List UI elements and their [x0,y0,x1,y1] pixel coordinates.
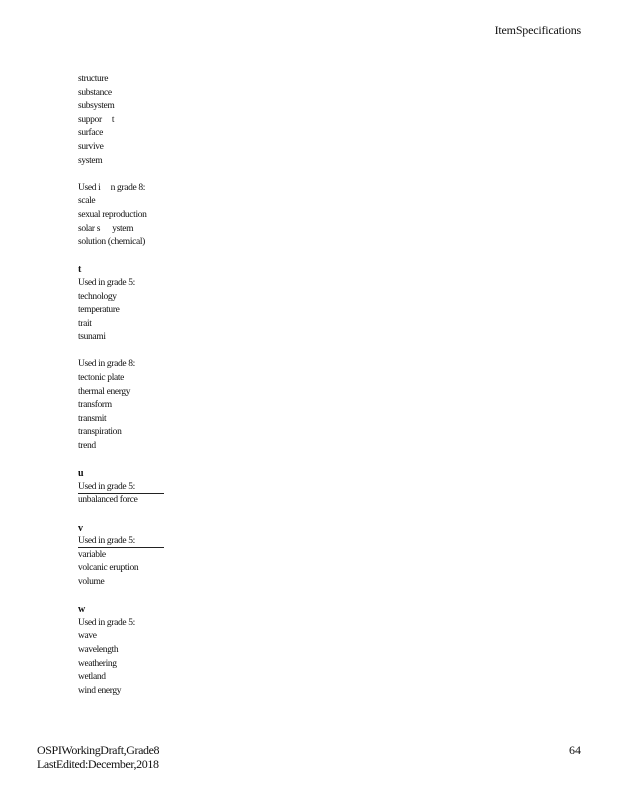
glossary-term: survive [78,141,104,152]
spacer [78,454,378,468]
glossary-term: suppor t [78,114,115,125]
footer-info [37,743,159,771]
glossary-term: technology [78,291,117,302]
glossary-list [78,73,378,698]
section-letter: u [78,468,84,480]
glossary-term: transpiration [78,427,122,438]
page-header-title: ItemSpecifications [494,23,581,37]
spacer [78,590,378,604]
grade-heading [78,277,378,291]
glossary-term: structure [78,74,109,84]
page-number: 64 [569,743,581,757]
grade-heading [78,617,378,631]
glossary-term: subsystem [78,101,115,112]
grade-heading-text: Used in grade 5: [78,536,164,548]
section-letter: v [78,522,83,534]
glossary-term: unbalanced force [78,495,138,506]
grade-heading [78,481,378,495]
glossary-term: thermal energy [78,386,131,397]
glossary-term: tectonic plate [78,373,125,384]
grade-heading-text: Used in grade 5: [78,482,164,494]
spacer [78,250,378,264]
glossary-term: solution (chemical) [78,237,145,248]
glossary-term: wetland [78,672,106,683]
glossary-term: scale [78,196,96,207]
spacer [78,345,378,359]
grade-heading [78,358,378,372]
glossary-term: system [78,155,103,166]
glossary-term: volcanic eruption [78,563,139,574]
glossary-term: tsunami [78,332,106,343]
spacer [78,168,378,182]
glossary-term: wave [78,631,97,642]
glossary-term: substance [78,87,112,98]
grade-heading [78,182,378,196]
glossary-term: wavelength [78,644,119,655]
glossary-term: variable [78,549,106,560]
glossary-term: weathering [78,658,117,669]
glossary-term: transform [78,400,112,411]
grade-heading-text: Used in grade 8: [78,359,135,370]
glossary-term: wind energy [78,685,122,696]
section-letter: w [78,604,85,616]
grade-heading-text: Used in grade 5: [78,277,135,288]
section-letter: t [78,264,81,276]
spacer [78,508,378,522]
grade-heading-text: Used in grade 5: [78,617,135,628]
footer-edited-date: LastEdited:December,2018 [37,757,159,771]
glossary-term: transmit [78,413,107,424]
glossary-term: trend [78,441,96,452]
glossary-term: trait [78,318,92,329]
glossary-term: temperature [78,305,120,316]
glossary-term: sexual reproduction [78,209,147,220]
grade-heading-text: Used i n grade 8: [78,182,146,193]
glossary-term: volume [78,576,105,587]
footer-draft-label: OSPIWorkingDraft,Grade8 [37,743,160,757]
grade-heading [78,535,378,549]
glossary-term: surface [78,128,103,139]
glossary-term: solar s ystem [78,223,134,234]
